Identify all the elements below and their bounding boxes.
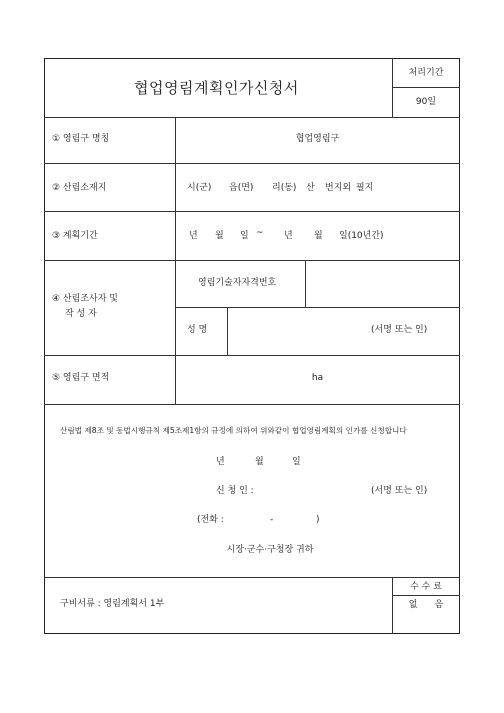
rule-row2-bottom: [44, 211, 460, 212]
phone-close: ): [316, 515, 320, 525]
period-end-day: 일(10년간): [339, 231, 384, 241]
rule-title-bottom: [44, 117, 460, 118]
applicant-signature-label: (서명 또는 인): [371, 486, 428, 496]
rule-name-right: [227, 307, 228, 355]
rule-row5-bottom: [44, 404, 460, 405]
rule-fee-mid: [392, 595, 460, 596]
rule-row4-bottom: [44, 355, 460, 356]
rule-statement-bottom: [44, 577, 460, 578]
location-eup-myeon: 읍(면): [229, 183, 254, 193]
period-start-year: 년: [189, 231, 198, 241]
date-year: 년: [216, 457, 225, 467]
location-pilji: 필지: [356, 183, 374, 193]
phone-dash: -: [270, 515, 274, 525]
period-start-day: 일: [240, 231, 249, 241]
row-name-label: ① 영림구 명칭: [52, 134, 110, 144]
statement-text: 산림법 제8조 및 동법시행규칙 제5조제1항의 규정에 의하여 위와같이 협업영림계획의 인가를 신청합니다: [60, 426, 407, 435]
location-si-gun: 시(군): [187, 183, 212, 193]
fee-value: 없 음: [408, 600, 444, 610]
period-tilde: ~: [256, 228, 264, 238]
row-author-label: 작 성 자: [65, 309, 97, 319]
row-location-label: ② 산림소재지: [52, 183, 107, 193]
name-label: 성 명: [187, 325, 208, 335]
rule-processing-left: [392, 58, 393, 117]
row-area-unit: ha: [311, 373, 324, 383]
period-end-year: 년: [284, 231, 293, 241]
surveyor-signature-label: (서명 또는 인): [371, 325, 428, 335]
date-day: 일: [292, 457, 301, 467]
required-documents: 구비서류 : 영림계획서 1부: [60, 599, 165, 609]
fee-label: 수 수 료: [410, 582, 442, 592]
rule-license-right: [305, 260, 306, 307]
rule-processing-mid: [392, 87, 460, 88]
rule-row3-bottom: [44, 260, 460, 261]
rule-row4-mid: [175, 307, 460, 308]
date-month: 월: [255, 457, 264, 467]
recipient: 시장·군수·구청장 귀하: [226, 545, 314, 555]
license-number-label: 영림기술자자격번호: [198, 278, 277, 288]
processing-value: 90일: [415, 97, 437, 107]
row-period-label: ③ 계획기간: [52, 231, 98, 241]
location-san: 산: [306, 183, 315, 193]
applicant-label: 신 청 인 :: [216, 486, 254, 496]
location-ri-dong: 리(동): [272, 183, 297, 193]
location-beonji: 번지외: [325, 183, 352, 193]
row-name-value: 협업영림구: [295, 134, 340, 144]
row-surveyor-label: ④ 산림조사자 및: [52, 294, 118, 304]
row-area-label: ⑤ 영림구 면적: [52, 373, 110, 383]
rule-row1-bottom: [44, 163, 460, 164]
phone-open: (전화 :: [197, 515, 224, 525]
form-title: 협업영림계획인가신청서: [134, 79, 299, 97]
period-end-month: 월: [314, 231, 323, 241]
period-start-month: 월: [215, 231, 224, 241]
processing-label: 처리기간: [408, 68, 444, 78]
rule-label-column: [175, 117, 176, 404]
